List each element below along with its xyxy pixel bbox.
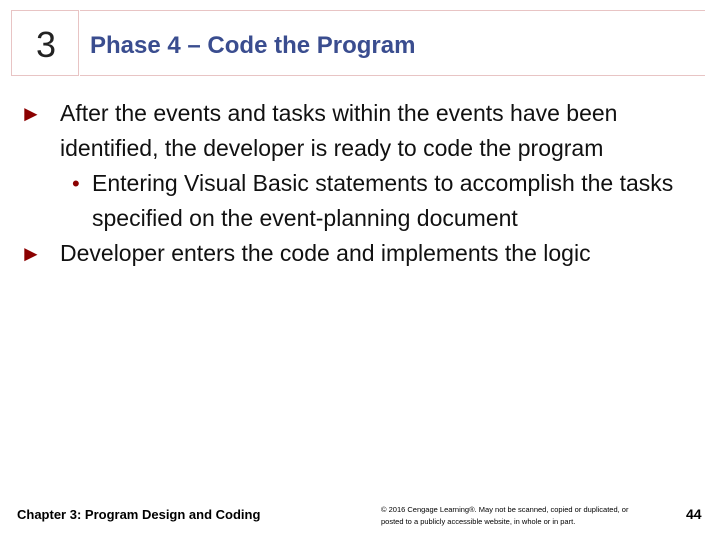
slide-body — [20, 96, 700, 271]
chapter-number: 3 — [35, 24, 57, 65]
page-number: 44 — [686, 506, 702, 522]
footer-copyright: © 2016 Cengage Learning®. May not be scanned, copied or duplicated, or posted to a publicly accessible website, in whole or in part. — [381, 505, 629, 526]
footer-chapter-label: Chapter 3: Program Design and Coding — [17, 507, 261, 522]
arrow-bullet-icon: ► — [20, 101, 42, 126]
sub-bullet-text: Entering Visual Basic statements to accomplish the tasks specified on the event-planning document — [92, 170, 674, 231]
bullet-item — [20, 96, 700, 166]
bullet-text: Developer enters the code and implements the logic — [60, 240, 591, 266]
slide-title: Phase 4 – Code the Program — [90, 32, 416, 59]
bullet-text: After the events and tasks within the events have been identified, the developer is ready to code the program — [60, 100, 618, 161]
bullet-item — [20, 236, 700, 271]
sub-bullet-item — [20, 166, 700, 236]
chapter-number-box — [11, 10, 79, 76]
dot-bullet-icon: • — [72, 171, 80, 196]
arrow-bullet-icon: ► — [20, 241, 42, 266]
